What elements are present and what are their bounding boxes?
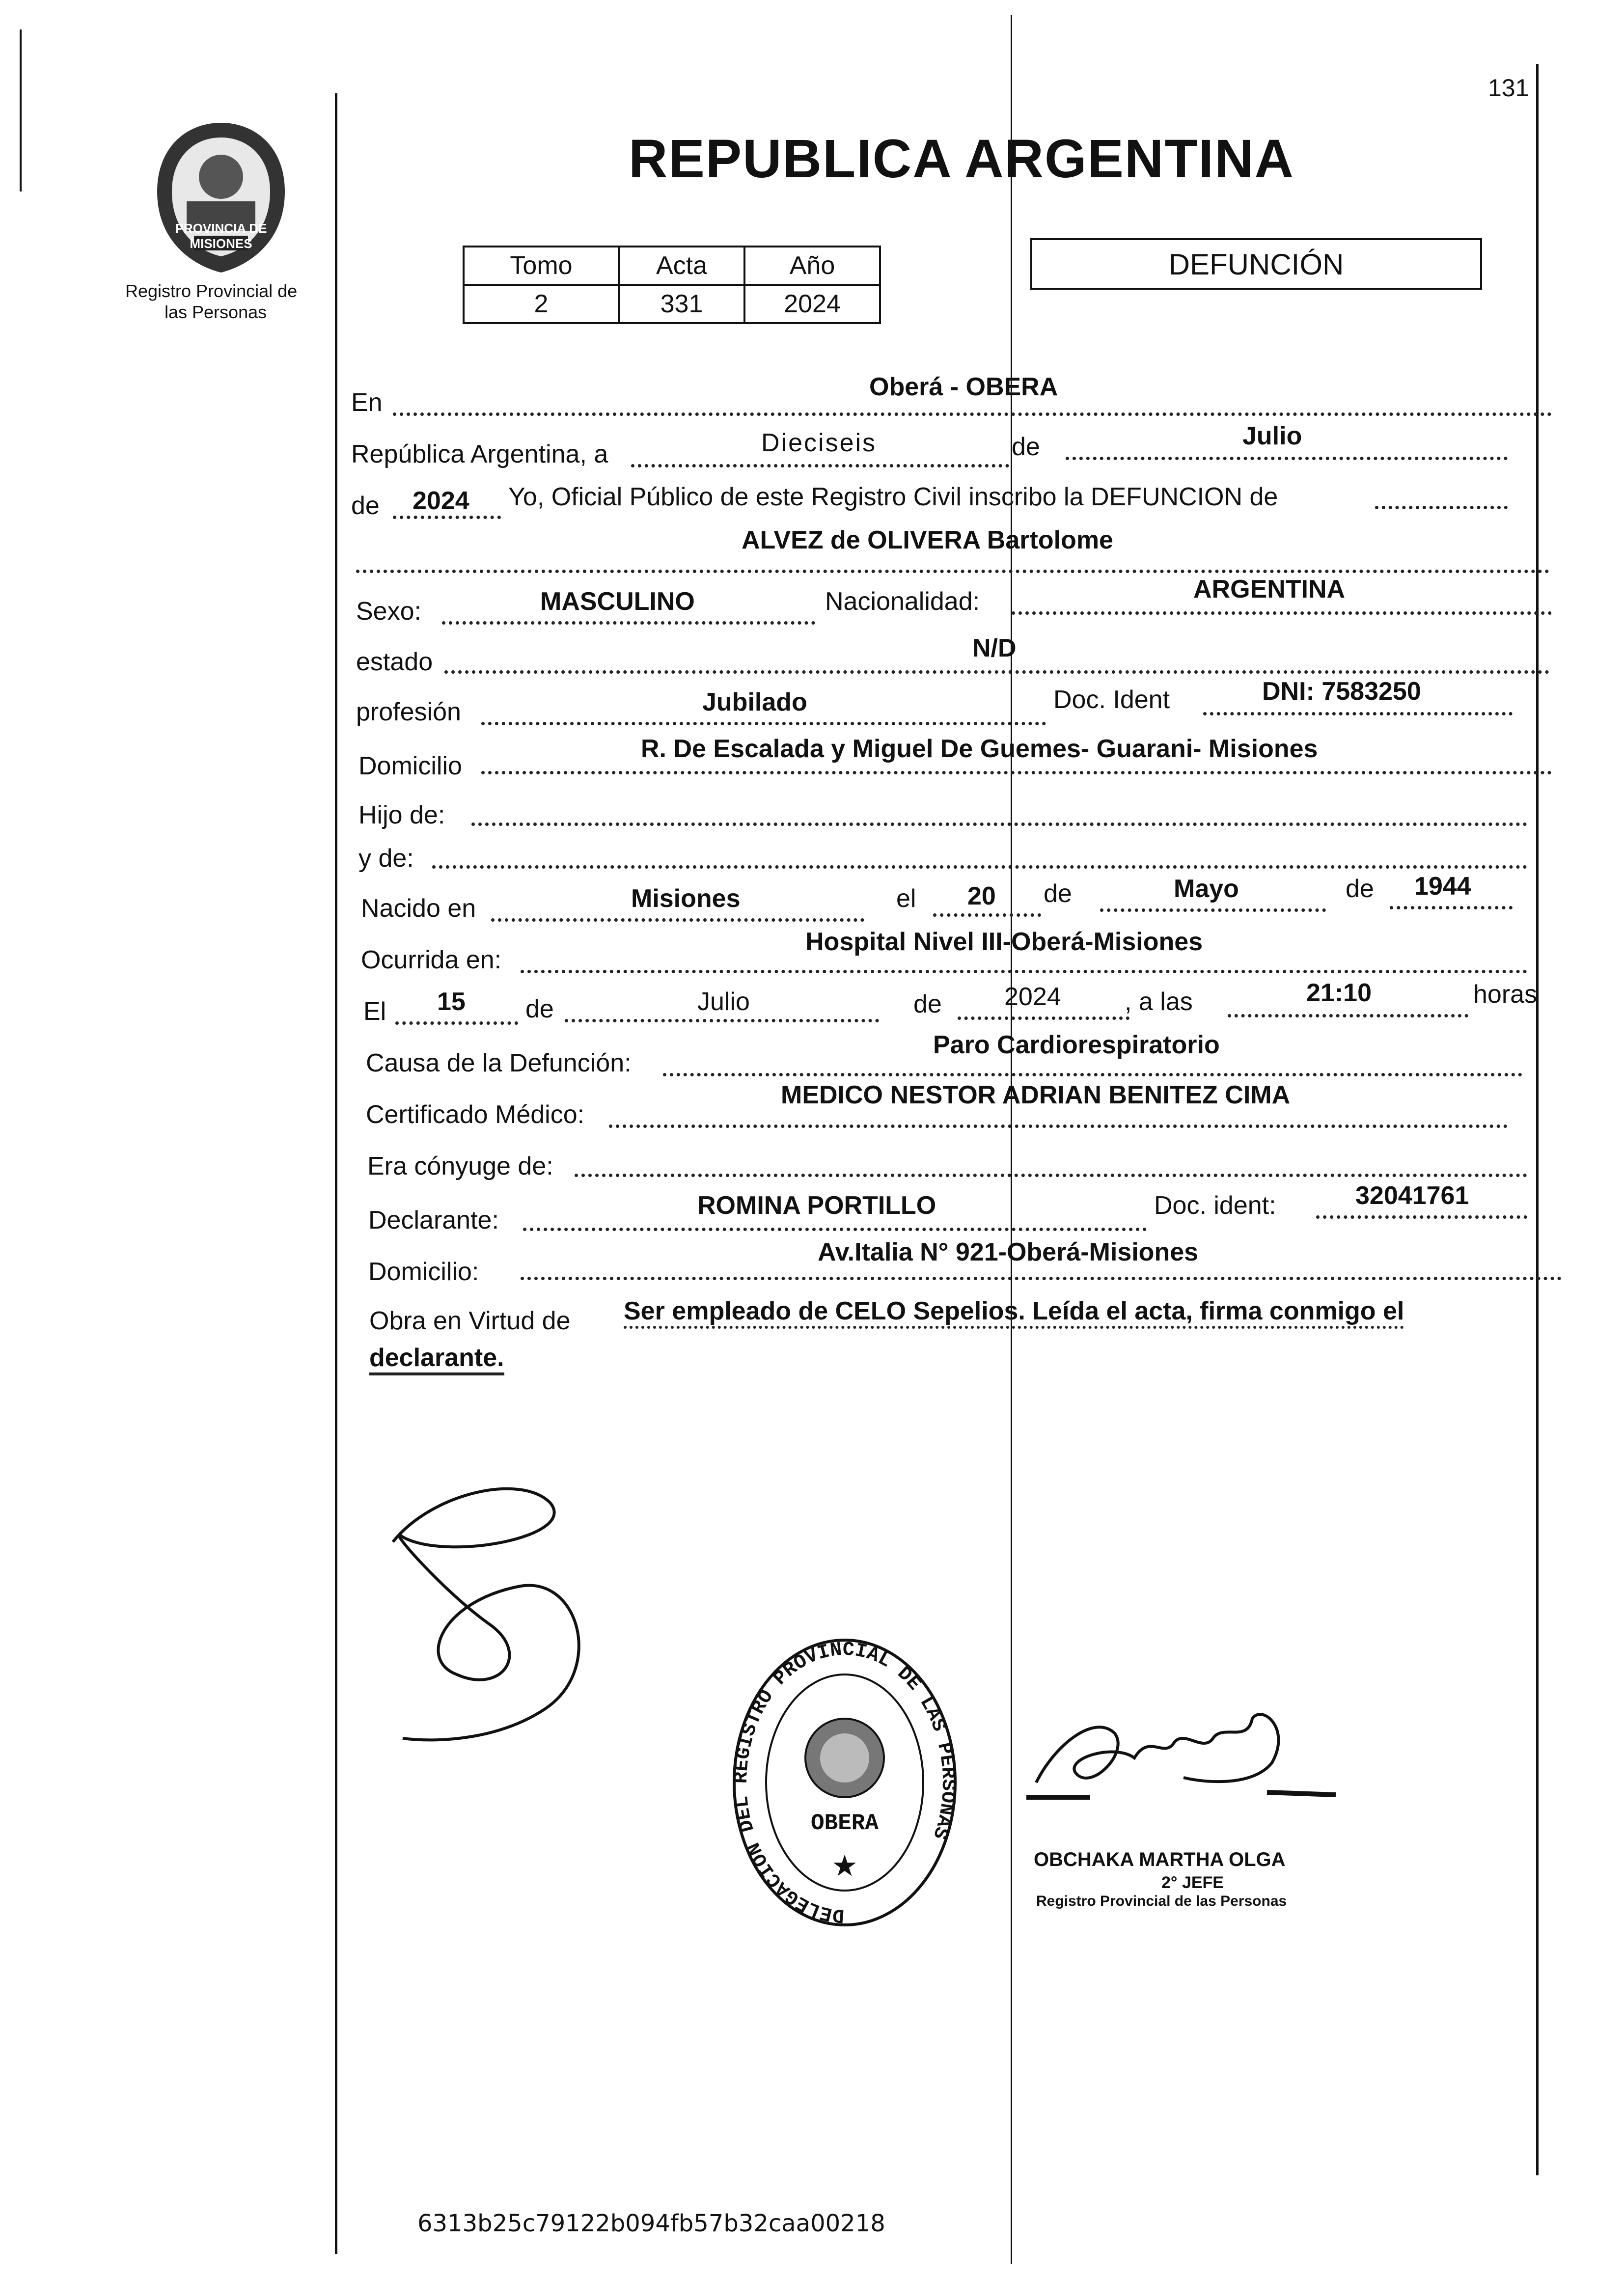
horas-label: horas xyxy=(1473,980,1538,1009)
stamp-city: OBERA xyxy=(810,1811,879,1836)
sexo-label: Sexo: xyxy=(356,597,421,626)
de3-label: de xyxy=(1346,875,1374,903)
page-number: 131 xyxy=(1488,74,1529,102)
obra-value: Ser empleado de CELO Sepelios. Leída el acta, firma conmigo el xyxy=(624,1296,1404,1329)
ocurrida-value: Hospital Nivel III-Oberá-Misiones xyxy=(805,928,1203,956)
document-hash: 6313b25c79122b094fb57b32caa00218 xyxy=(417,2210,885,2237)
logo-text: PROVINCIA DE MISIONES xyxy=(175,221,267,251)
header-acta: Acta xyxy=(619,247,744,285)
value-acta: 331 xyxy=(619,285,744,323)
deceased-name: ALVEZ de OLIVERA Bartolome xyxy=(742,526,1113,554)
month-value: Julio xyxy=(1242,422,1302,450)
de-label: de xyxy=(1012,433,1040,461)
official-stamp xyxy=(722,1635,967,1949)
right-margin-line xyxy=(1536,64,1539,2175)
record-type-box xyxy=(1030,238,1482,290)
death-time: 21:10 xyxy=(1306,979,1372,1007)
birth-year: 1944 xyxy=(1414,872,1471,901)
death-month: Julio xyxy=(697,988,750,1016)
header-anio: Año xyxy=(744,247,880,285)
death-day: 15 xyxy=(437,988,466,1016)
left-margin-line xyxy=(335,93,337,2254)
fold-line xyxy=(1011,15,1012,2264)
registry-caption-line1: Registro Provincial de xyxy=(125,281,298,301)
nacido-label: Nacido en xyxy=(361,894,476,923)
doc2-value: 32041761 xyxy=(1355,1181,1469,1210)
declarant-signature xyxy=(373,1463,678,1768)
yde-label: y de: xyxy=(358,844,414,873)
obra-label: Obra en Virtud de xyxy=(369,1307,571,1335)
republica-label: República Argentina, a xyxy=(351,440,608,468)
declarante-value: ROMINA PORTILLO xyxy=(697,1191,936,1220)
domicilio2-label: Domicilio: xyxy=(368,1258,479,1286)
value-tomo: 2 xyxy=(464,285,619,323)
nacionalidad-label: Nacionalidad: xyxy=(825,587,980,616)
profesion-value: Jubilado xyxy=(702,688,807,716)
en-label: En xyxy=(351,388,383,417)
page-title: REPUBLICA ARGENTINA xyxy=(629,129,1294,189)
el2-label: El xyxy=(363,997,386,1026)
doc-label: Doc. Ident xyxy=(1053,686,1170,714)
year-de-label: de xyxy=(351,492,380,520)
stamp-ring-text: DELEGACION DEL REGISTRO PROVINCIAL DE LAS PERSONAS xyxy=(730,1639,959,1926)
nacionalidad-value: ARGENTINA xyxy=(1193,575,1346,604)
birth-day: 20 xyxy=(967,882,996,910)
en-value: Oberá - OBERA xyxy=(869,373,1058,401)
profesion-label: profesión xyxy=(356,698,461,726)
doc-value: DNI: 7583250 xyxy=(1262,677,1421,706)
certificado-value: MEDICO NESTOR ADRIAN BENITEZ CIMA xyxy=(781,1081,1291,1109)
el-label: el xyxy=(896,884,916,913)
seal-emblem-icon xyxy=(805,1719,884,1797)
domicilio-value: R. De Escalada y Miguel De Guemes- Guarani- Misiones xyxy=(641,735,1318,763)
official-registry: Registro Provincial de las Personas xyxy=(1036,1893,1287,1909)
doc2-label: Doc. ident: xyxy=(1154,1191,1276,1220)
obra-value-2: declarante. xyxy=(369,1343,504,1375)
de4-label: de xyxy=(525,995,554,1023)
official-name: OBCHAKA MARTHA OLGA xyxy=(1034,1849,1286,1870)
birth-month: Mayo xyxy=(1174,875,1239,903)
de2-label: de xyxy=(1044,879,1072,908)
official-role: 2° JEFE xyxy=(1161,1873,1224,1892)
death-year: 2024 xyxy=(1004,983,1061,1011)
day-value: Dieciseis xyxy=(761,429,877,457)
domicilio-label: Domicilio xyxy=(358,752,462,780)
sexo-value: MASCULINO xyxy=(540,587,695,616)
svg-text:★: ★ xyxy=(831,1849,858,1882)
causa-value: Paro Cardiorespiratorio xyxy=(933,1031,1220,1059)
estado-label: estado xyxy=(356,648,433,676)
estado-value: N/D xyxy=(972,634,1017,662)
official-signature xyxy=(1017,1684,1360,1812)
registry-caption-line2: las Personas xyxy=(165,302,267,322)
record-type: DEFUNCIÓN xyxy=(1168,248,1344,281)
oficial-text: Yo, Oficial Público de este Registro Civil inscribo la DEFUNCION de xyxy=(508,483,1278,511)
record-table xyxy=(463,246,881,324)
year-value: 2024 xyxy=(413,487,469,515)
domicilio2-value: Av.Italia N° 921-Oberá-Misiones xyxy=(818,1238,1199,1266)
de5-label: de xyxy=(913,990,942,1018)
provincial-shield-icon xyxy=(147,118,295,275)
nacido-value: Misiones xyxy=(631,884,741,913)
alas-label: , a las xyxy=(1125,988,1193,1016)
certificado-label: Certificado Médico: xyxy=(366,1100,585,1129)
hijo-label: Hijo de: xyxy=(358,801,445,829)
value-anio: 2024 xyxy=(744,285,880,323)
conyuge-label: Era cónyuge de: xyxy=(367,1152,553,1180)
declarante-label: Declarante: xyxy=(368,1206,499,1235)
edge-line xyxy=(20,29,22,192)
ocurrida-label: Ocurrida en: xyxy=(361,946,502,974)
header-tomo: Tomo xyxy=(464,247,619,285)
causa-label: Causa de la Defunción: xyxy=(366,1049,632,1077)
